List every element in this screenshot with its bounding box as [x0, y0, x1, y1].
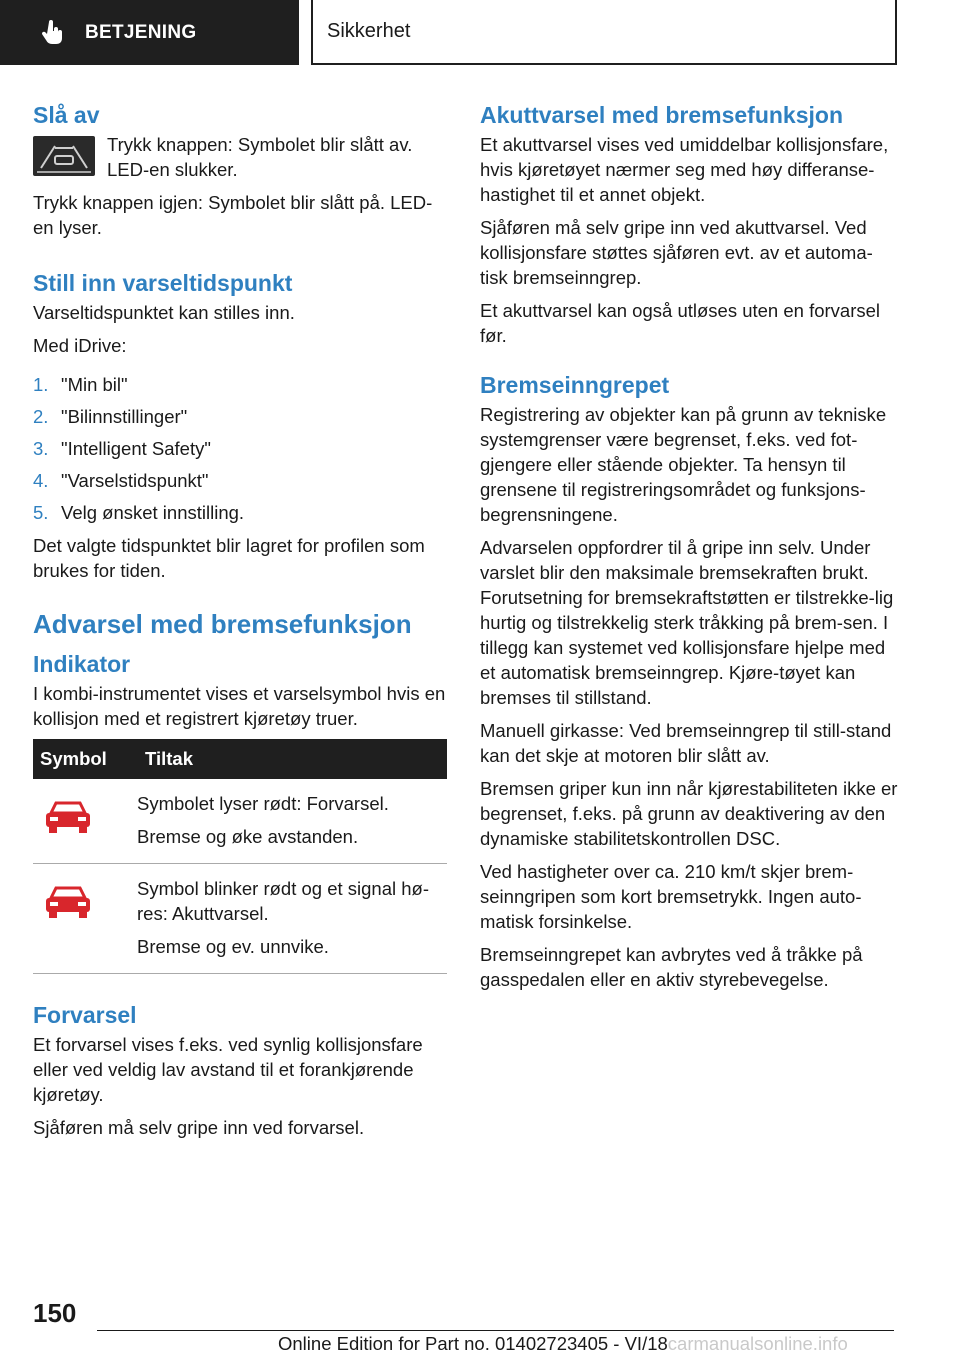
table-row — [33, 779, 447, 864]
section-label: BETJENING — [85, 21, 197, 43]
table-cell — [33, 779, 137, 864]
watermark: carmanualsonline.info — [667, 1333, 848, 1354]
edition-text: Online Edition for Part no. 01402723405 - VI/18 — [278, 1333, 668, 1354]
list-item — [33, 500, 447, 525]
chapter-tab — [311, 0, 897, 65]
hand-pointer-icon — [40, 20, 66, 46]
step-number: 1. — [33, 374, 49, 395]
paragraph: Med iDrive: — [33, 335, 127, 356]
step-number: 4. — [33, 470, 49, 491]
page-number: 150 — [33, 1298, 77, 1328]
table-cell — [33, 864, 137, 974]
paragraph: Registrering av objekter kan på grunn av tekniske systemgrenser være begrenset, f.eks. ved fot-gjengere eller stående objekter. Ta hensyn til grensene til registreringsområdet og funksjons-begrensningene. — [480, 404, 887, 525]
table-row — [33, 864, 447, 974]
step-text: Velg ønsket innstilling. — [61, 502, 245, 523]
step-number: 2. — [33, 406, 49, 427]
left-column — [33, 100, 447, 1148]
list-item — [33, 468, 447, 493]
footer-edition — [278, 1333, 848, 1355]
heading-bremseinngrepet: Bremseinngrepet — [480, 372, 670, 398]
paragraph: Ved hastigheter over ca. 210 km/t skjer brem-seinngripen som kort bremsetrykk. Ingen auto-matisk forsinkelse. — [480, 861, 862, 932]
heading-slaa-av: Slå av — [33, 102, 100, 128]
heading-advarsel: Advarsel med bremsefunksjon — [33, 609, 412, 639]
red-car-icon — [43, 799, 93, 835]
paragraph: Sjåføren må selv gripe inn ved forvarsel. — [33, 1117, 365, 1138]
chapter-label: Sikkerhet — [327, 20, 411, 42]
paragraph: I kombi-instrumentet vises et varselsymbol hvis en kollisjon med et registrert kjøretøy truer. — [33, 683, 446, 729]
cell-text: Symbolet lyser rødt: Forvarsel. — [137, 793, 389, 814]
column-header-tiltak: Tiltak — [137, 739, 447, 779]
paragraph: Bremseinngrepet kan avbrytes ved å tråkke på gasspedalen eller en aktiv styrebevegelse. — [480, 944, 863, 990]
paragraph: Varseltidspunktet kan stilles inn. — [33, 302, 295, 323]
cell-text: Bremse og øke avstanden. — [137, 826, 359, 847]
list-item — [33, 404, 447, 429]
step-text: "Varselstidspunkt" — [61, 470, 209, 491]
heading-indikator: Indikator — [33, 651, 131, 677]
paragraph: Sjåføren må selv gripe inn ved akuttvarsel. Ved kollisjonsfare støttes sjåføren evt. av et automa-tisk bremseinngrep. — [480, 217, 873, 288]
table-header — [33, 739, 447, 779]
heading-forvarsel: Forvarsel — [33, 1002, 137, 1028]
table-cell — [137, 864, 447, 974]
step-number: 5. — [33, 502, 49, 523]
step-text: "Bilinnstillinger" — [61, 406, 188, 427]
section-tab — [0, 0, 299, 65]
list-item — [33, 436, 447, 461]
step-text: "Intelligent Safety" — [61, 438, 211, 459]
column-header-symbol: Symbol — [33, 739, 137, 779]
red-car-icon — [43, 884, 93, 920]
paragraph: Et forvarsel vises f.eks. ved synlig kollisjonsfare eller ved veldig lav avstand til et forankjørende kjøretøy. — [33, 1034, 423, 1105]
step-number: 3. — [33, 438, 49, 459]
right-column — [480, 100, 898, 1000]
paragraph: Trykk knappen igjen: Symbolet blir slått på. LED-en lyser. — [33, 192, 433, 238]
indicator-table — [33, 739, 447, 974]
paragraph: Manuell girkasse: Ved bremseinngrep til still-stand kan det skje at motoren blir slått av. — [480, 720, 892, 766]
paragraph: Advarselen oppfordrer til å gripe inn selv. Under varslet blir den maksimale bremsekraften brukt. Forutsetning for bremsekraftstøtten er tilstrekke-lig hurtig og tilstrekkelig sterk tråkking på brem-sen. I tillegg kan systemet ved kollisjonsfare hjelpe med et automatisk bremseinngrep. Kjøre-tøyet kan bremses til stillstand. — [480, 537, 894, 708]
cell-text: Bremse og ev. unnvike. — [137, 936, 329, 957]
button-instruction — [33, 132, 447, 182]
paragraph: Bremsen griper kun inn når kjørestabiliteten ikke er begrenset, f.eks. på grunn av deaktivering av den dynamiske stabilitetskontrollen DSC. — [480, 778, 898, 849]
paragraph: Det valgte tidspunktet blir lagret for profilen som brukes for tiden. — [33, 535, 425, 581]
heading-still-inn: Still inn varseltidspunkt — [33, 270, 293, 296]
heading-akuttvarsel: Akuttvarsel med bremsefunksjon — [480, 102, 844, 128]
paragraph: Et akuttvarsel kan også utløses uten en forvarsel før. — [480, 300, 881, 346]
cell-text: Symbol blinker rødt og et signal hø-res: Akuttvarsel. — [137, 878, 430, 924]
button-instruction-text: Trykk knappen: Symbolet blir slått av. LED-en slukker. — [107, 134, 413, 180]
steps-list — [33, 372, 447, 525]
table-cell — [137, 779, 447, 864]
paragraph: Et akuttvarsel vises ved umiddelbar kollisjonsfare, hvis kjøretøyet nærmer seg med høy differanse-hastighet til et annet objekt. — [480, 134, 889, 205]
collision-warning-button-icon — [33, 136, 95, 176]
step-text: "Min bil" — [61, 374, 128, 395]
footer-divider — [97, 1330, 894, 1331]
list-item — [33, 372, 447, 397]
